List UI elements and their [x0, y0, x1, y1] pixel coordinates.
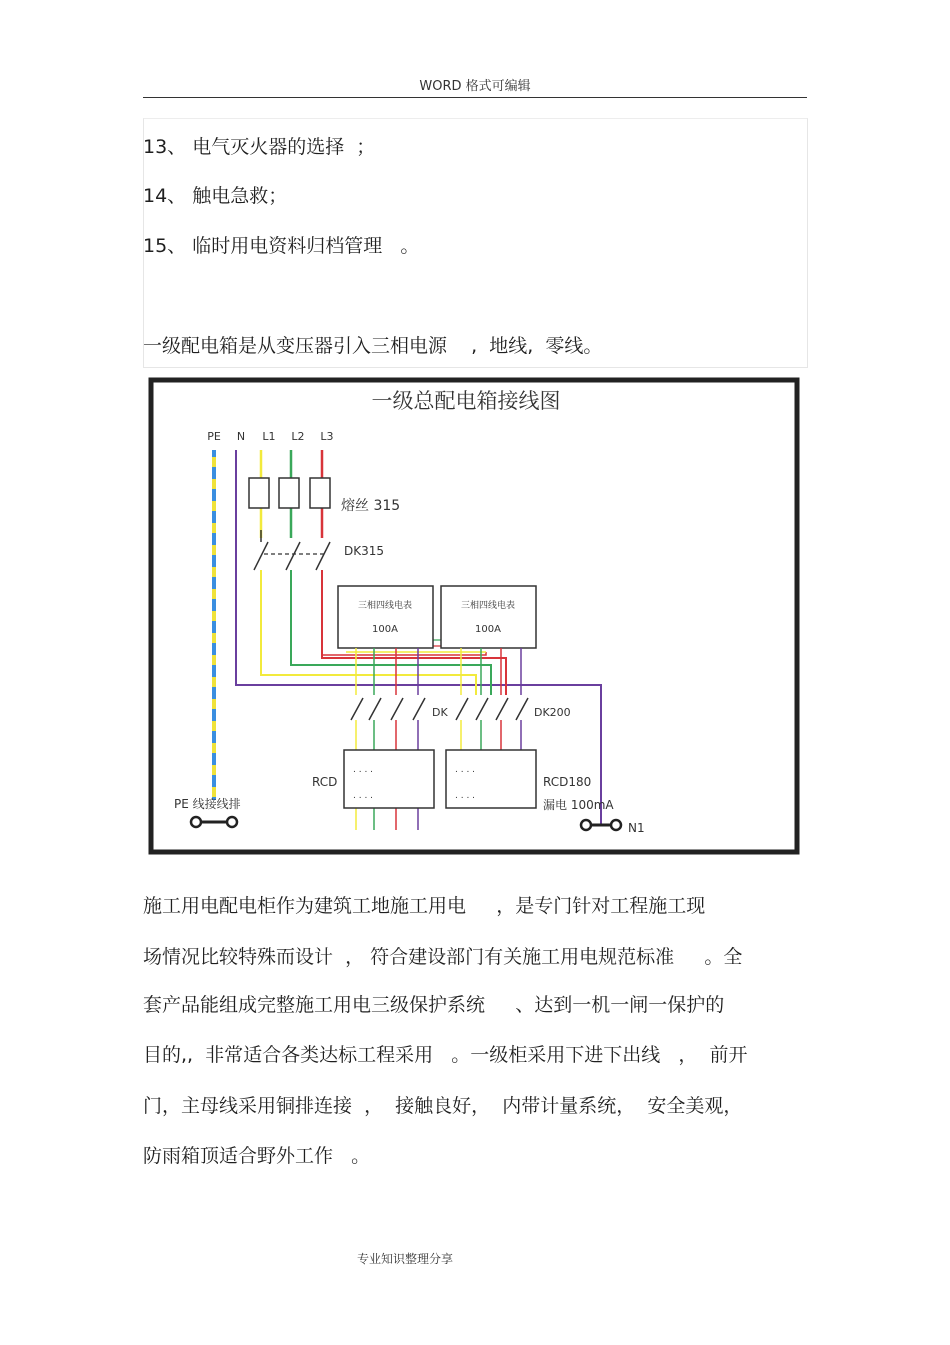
wire-label-pe: PE: [207, 430, 221, 443]
fuse-l2: [279, 478, 299, 508]
breaker-left-label: DK: [432, 706, 448, 719]
list-item-15: 15、 临时用电资料归档管理 。: [143, 235, 420, 257]
paragraph-line-5: 门，主母线采用铜排连接 ， 接触良好， 内带计量系统， 安全美观，: [143, 1095, 743, 1117]
rcd-right-label: RCD180: [543, 775, 592, 789]
rcd-left-label: RCD: [312, 775, 338, 789]
fuse-label: 熔丝 315: [341, 498, 401, 514]
wire-label-l1: L1: [262, 430, 276, 443]
list-item-13: 13、 电气灭火器的选择 ；: [143, 136, 376, 158]
svg-text:. . . .: . . . .: [455, 765, 476, 775]
list-item-14: 14、 触电急救；: [143, 185, 288, 207]
meter-1-title: 三相四线电表: [357, 601, 413, 611]
page-footer: 专业知识整理分享: [356, 1252, 453, 1266]
paragraph-line-2: 场情况比较特殊而设计 ， 符合建设部门有关施工用电规范标准 。全: [143, 946, 743, 968]
breaker-right-label: DK200: [534, 706, 571, 719]
fuse-l3: [310, 478, 330, 508]
meter-1-rating: 100A: [372, 624, 398, 635]
paragraph-line-6: 防雨箱顶适合野外工作 。: [143, 1145, 371, 1167]
header-rule: [143, 97, 807, 98]
meter-2-title: 三相四线电表: [460, 601, 516, 611]
paragraph-line-1: 施工用电配电柜作为建筑工地施工用电 ，是专门针对工程施工现: [143, 895, 706, 917]
meter-2-rating: 100A: [475, 624, 501, 635]
pe-bar-label: PE 线接线排: [174, 797, 241, 811]
main-switch-label: DK315: [344, 544, 385, 558]
meter-1: [338, 586, 433, 648]
fuse-l1: [249, 478, 269, 508]
wiring-diagram: [146, 370, 806, 860]
intro-text: 一级配电箱是从变压器引入三相电源 , 地线, 零线。: [143, 335, 603, 357]
svg-text:. . . .: . . . .: [353, 791, 374, 801]
svg-text:. . . .: . . . .: [455, 791, 476, 801]
wire-label-l2: L2: [291, 430, 305, 443]
svg-text:. . . .: . . . .: [353, 765, 374, 775]
wire-label-l3: L3: [320, 430, 334, 443]
leakage-label: 漏电 100mA: [543, 798, 614, 812]
paragraph-line-4: 目的,, 非常适合各类达标工程采用 。一级柜采用下进下出线 ， 前开: [143, 1044, 748, 1066]
page-header: WORD 格式可编辑: [419, 79, 531, 94]
meter-2: [441, 586, 536, 648]
paragraph-line-3: 套产品能组成完整施工用电三级保护系统 、达到一机一闸一保护的: [143, 994, 725, 1016]
wire-label-n: N: [236, 430, 246, 443]
diagram-title: 一级总配电箱接线图: [371, 389, 561, 413]
n-terminal-label: N1: [628, 821, 645, 835]
